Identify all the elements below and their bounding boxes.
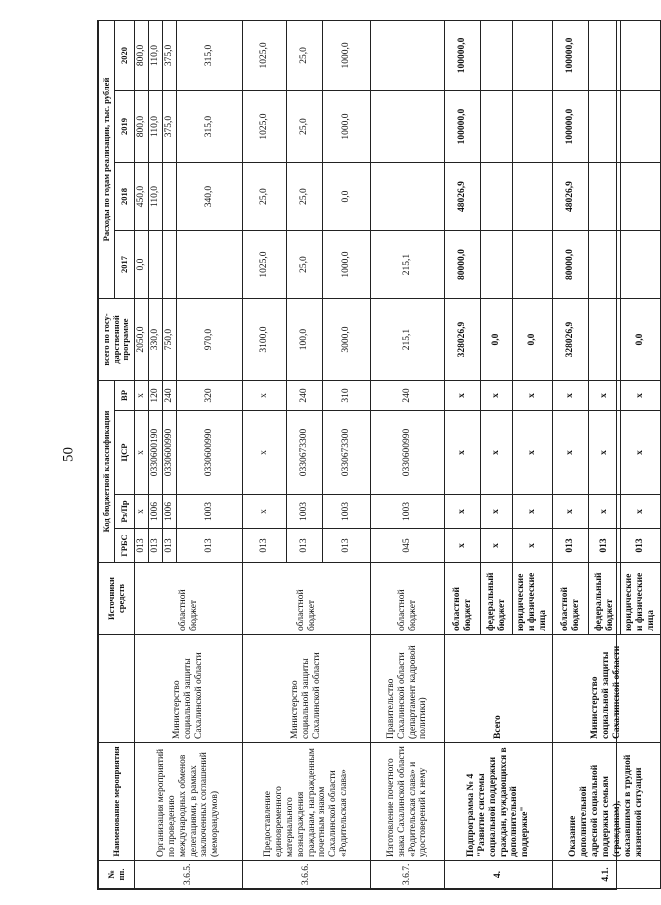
cell-2020 xyxy=(589,20,621,90)
cell-2020: 110,0 xyxy=(149,20,163,90)
cell-2020: 315,0 xyxy=(177,20,243,90)
cell-2017 xyxy=(177,231,243,299)
cell-2020: 1025,0 xyxy=(243,20,287,90)
cell-grbs: x xyxy=(445,529,481,563)
cell-2018: 25,0 xyxy=(287,163,323,231)
cell-2017: 80000,0 xyxy=(553,231,589,299)
cell-2019: 375,0 xyxy=(163,91,177,163)
table-row xyxy=(243,20,287,888)
cell-2017 xyxy=(163,231,177,299)
cell-grbs: 013 xyxy=(553,529,589,563)
cell-vr: x xyxy=(481,381,513,411)
cell-2019: 1000,0 xyxy=(323,91,371,163)
cell-grbs: 045 xyxy=(371,529,445,563)
cell-2018: 0,0 xyxy=(323,163,371,231)
row-num: 3.6.6. xyxy=(243,861,371,889)
cell-rzpr: 1003 xyxy=(287,495,323,529)
cell-2017 xyxy=(149,231,163,299)
table-row xyxy=(371,20,445,888)
cell-vr: 240 xyxy=(287,381,323,411)
cell-vr: x xyxy=(589,381,621,411)
cell-vr: x xyxy=(135,381,149,411)
cell-total: 2050,0 xyxy=(135,299,149,381)
cell-total: 3100,0 xyxy=(243,299,287,381)
cell-2019: 110,0 xyxy=(149,91,163,163)
cell-grbs: 013 xyxy=(243,529,287,563)
cell-total: 0,0 xyxy=(481,299,513,381)
cell-vr: x xyxy=(513,381,553,411)
cell-2017 xyxy=(481,231,513,299)
cell-2017: 25,0 xyxy=(287,231,323,299)
cell-grbs: 013 xyxy=(589,529,621,563)
cell-vr: 120 xyxy=(149,381,163,411)
cell-csr: 0330673300 xyxy=(323,411,371,495)
row-num: 3.6.5. xyxy=(135,861,243,889)
cell-2019 xyxy=(513,91,553,163)
row-executor: Правительство Сахалинской области (департамент кадровой политики) xyxy=(371,635,445,743)
cell-rzpr: 1003 xyxy=(371,495,445,529)
header-year-2017: 2017 xyxy=(115,231,135,299)
cell-grbs: 013 xyxy=(163,529,177,563)
cell-2018 xyxy=(371,163,445,231)
cell-2018: 48026,9 xyxy=(553,163,589,231)
cell-2018: 110,0 xyxy=(149,163,163,231)
row-name: Подпрограмма № 4 "Развитие системы социальной поддержки граждан, нуждающихся в дополнительной поддержке" xyxy=(445,743,553,861)
cell-grbs: x xyxy=(481,529,513,563)
row-executor: Министерство социальной защиты Сахалинской области xyxy=(135,635,243,743)
cell-2018 xyxy=(481,163,513,231)
cell-2020: 100000,0 xyxy=(445,20,481,90)
row-name: Организация мероприятий по проведению международных обменов делегациями, в рамках заключенных соглашений (меморандумов) xyxy=(135,743,243,861)
cell-rzpr: x xyxy=(589,495,621,529)
cell-total: 330,0 xyxy=(149,299,163,381)
cell-2020 xyxy=(371,20,445,90)
cell-2017: 1000,0 xyxy=(323,231,371,299)
cell-2020 xyxy=(513,20,553,90)
row-source: юридические и физические лица xyxy=(621,563,661,635)
cell-vr: 320 xyxy=(177,381,243,411)
cell-2018 xyxy=(513,163,553,231)
cell-2018: 340,0 xyxy=(177,163,243,231)
header-expenses: Расходы по годам реализации, тыс. рублей xyxy=(99,20,115,298)
cell-2019 xyxy=(371,91,445,163)
cell-rzpr: x xyxy=(621,495,661,529)
cell-2018: 25,0 xyxy=(243,163,287,231)
cell-total: 215,1 xyxy=(371,299,445,381)
cell-rzpr: x xyxy=(553,495,589,529)
cell-2018 xyxy=(621,163,661,231)
cell-2018 xyxy=(589,163,621,231)
row-num: 4. xyxy=(445,861,553,889)
cell-2018: 450,0 xyxy=(135,163,149,231)
cell-vr: x xyxy=(621,381,661,411)
row-source: федеральный бюджет xyxy=(589,563,621,635)
row-name: Оказание дополнительной адресной социальной поддержки семьям (гражданам), оказавшимся в трудной жизненной ситуации xyxy=(553,743,661,861)
header-csr: ЦСР xyxy=(115,411,135,495)
header-num: № пп. xyxy=(99,861,135,889)
cell-csr: x xyxy=(481,411,513,495)
cell-csr: x xyxy=(243,411,287,495)
cell-csr: 0330600990 xyxy=(177,411,243,495)
cell-rzpr: x xyxy=(243,495,287,529)
cell-vr: x xyxy=(553,381,589,411)
cell-2019: 100000,0 xyxy=(553,91,589,163)
row-source: областной бюджет xyxy=(553,563,589,635)
cell-2017: 1025,0 xyxy=(243,231,287,299)
header-total: всего по госу-дарственной программе xyxy=(99,299,135,381)
table-row xyxy=(445,20,481,888)
cell-csr: x xyxy=(621,411,661,495)
cell-2019: 1025,0 xyxy=(243,91,287,163)
cell-2020: 800,0 xyxy=(135,20,149,90)
cell-vr: 240 xyxy=(371,381,445,411)
cell-2018: 48026,9 xyxy=(445,163,481,231)
cell-rzpr: 1006 xyxy=(149,495,163,529)
cell-total: 0,0 xyxy=(621,299,661,381)
cell-vr: 240 xyxy=(163,381,177,411)
row-executor: Министерство социальной защиты Сахалинской области xyxy=(243,635,371,743)
cell-total: 0,0 xyxy=(513,299,553,381)
row-source: областной бюджет xyxy=(445,563,481,635)
row-source: федеральный бюджет xyxy=(481,563,513,635)
row-source: областной бюджет xyxy=(371,563,445,635)
header-year-2020: 2020 xyxy=(115,20,135,90)
table-row xyxy=(135,20,149,888)
cell-2020: 25,0 xyxy=(287,20,323,90)
cell-total xyxy=(589,299,621,381)
cell-csr: x xyxy=(513,411,553,495)
cell-2019: 800,0 xyxy=(135,91,149,163)
cell-total: 328026,9 xyxy=(553,299,589,381)
cell-2019 xyxy=(481,91,513,163)
row-executor: Министерство социальной защиты Сахалинской области xyxy=(553,635,661,743)
row-source: областной бюджет xyxy=(243,563,371,635)
table-row xyxy=(553,20,589,888)
cell-2017 xyxy=(589,231,621,299)
header-grbs: ГРБС xyxy=(115,529,135,563)
budget-table-grid xyxy=(98,20,661,889)
cell-2020 xyxy=(481,20,513,90)
cell-rzpr: 1006 xyxy=(163,495,177,529)
cell-csr: 0330600990 xyxy=(163,411,177,495)
row-num: 4.1. xyxy=(553,861,661,889)
cell-2019 xyxy=(589,91,621,163)
cell-rzpr: x xyxy=(481,495,513,529)
cell-2019: 25,0 xyxy=(287,91,323,163)
header-rzpr: Рз/Пр xyxy=(115,495,135,529)
header-source: Источники средств xyxy=(99,563,135,635)
cell-2017: 80000,0 xyxy=(445,231,481,299)
cell-csr: 0330600990 xyxy=(371,411,445,495)
cell-rzpr: x xyxy=(445,495,481,529)
cell-grbs: x xyxy=(513,529,553,563)
cell-csr: x xyxy=(589,411,621,495)
cell-csr: x xyxy=(135,411,149,495)
cell-rzpr: x xyxy=(513,495,553,529)
cell-csr: 0330673300 xyxy=(287,411,323,495)
cell-2020: 1000,0 xyxy=(323,20,371,90)
header-budget-class: Код бюджетной классификации xyxy=(99,381,115,563)
cell-rzpr: 1003 xyxy=(177,495,243,529)
cell-csr: x xyxy=(445,411,481,495)
cell-grbs: 013 xyxy=(149,529,163,563)
cell-grbs: 013 xyxy=(621,529,661,563)
cell-grbs: 013 xyxy=(323,529,371,563)
cell-grbs: 013 xyxy=(177,529,243,563)
cell-total: 3000,0 xyxy=(323,299,371,381)
page-number: 50 xyxy=(60,447,77,462)
cell-grbs: 013 xyxy=(287,529,323,563)
cell-2020: 100000,0 xyxy=(553,20,589,90)
cell-2017 xyxy=(513,231,553,299)
budget-table xyxy=(97,20,656,890)
cell-vr: x xyxy=(243,381,287,411)
cell-2020 xyxy=(621,20,661,90)
cell-rzpr: x xyxy=(135,495,149,529)
cell-2019: 100000,0 xyxy=(445,91,481,163)
cell-2017 xyxy=(621,231,661,299)
row-source: юридические и физические лица xyxy=(513,563,553,635)
cell-total: 100,0 xyxy=(287,299,323,381)
cell-vr: x xyxy=(445,381,481,411)
row-name: Предоставление единовременного материального вознаграждения гражданам, награжденным почетным знаком Сахалинской области «Родительская слава» xyxy=(243,743,371,861)
header-year-2018: 2018 xyxy=(115,163,135,231)
cell-csr: 0330600190 xyxy=(149,411,163,495)
cell-2019 xyxy=(621,91,661,163)
cell-total: 970,0 xyxy=(177,299,243,381)
row-executor: Всего xyxy=(445,635,553,743)
header-executor xyxy=(99,635,135,743)
cell-2017: 0,0 xyxy=(135,231,149,299)
cell-2019: 315,0 xyxy=(177,91,243,163)
cell-2020: 375,0 xyxy=(163,20,177,90)
row-num: 3.6.7. xyxy=(371,861,445,889)
cell-csr: x xyxy=(553,411,589,495)
cell-rzpr: 1003 xyxy=(323,495,371,529)
cell-vr: 310 xyxy=(323,381,371,411)
cell-2018 xyxy=(163,163,177,231)
cell-grbs: 013 xyxy=(135,529,149,563)
row-source: областной бюджет xyxy=(135,563,243,635)
header-vr: ВР xyxy=(115,381,135,411)
row-name: Изготовление почетного знака Сахалинской области «Родительская слава» и удостоверений к нему xyxy=(371,743,445,861)
cell-total: 750,0 xyxy=(163,299,177,381)
cell-total: 328026,9 xyxy=(445,299,481,381)
header-year-2019: 2019 xyxy=(115,91,135,163)
cell-2017: 215,1 xyxy=(371,231,445,299)
header-name: Наименование мероприятия xyxy=(99,743,135,861)
